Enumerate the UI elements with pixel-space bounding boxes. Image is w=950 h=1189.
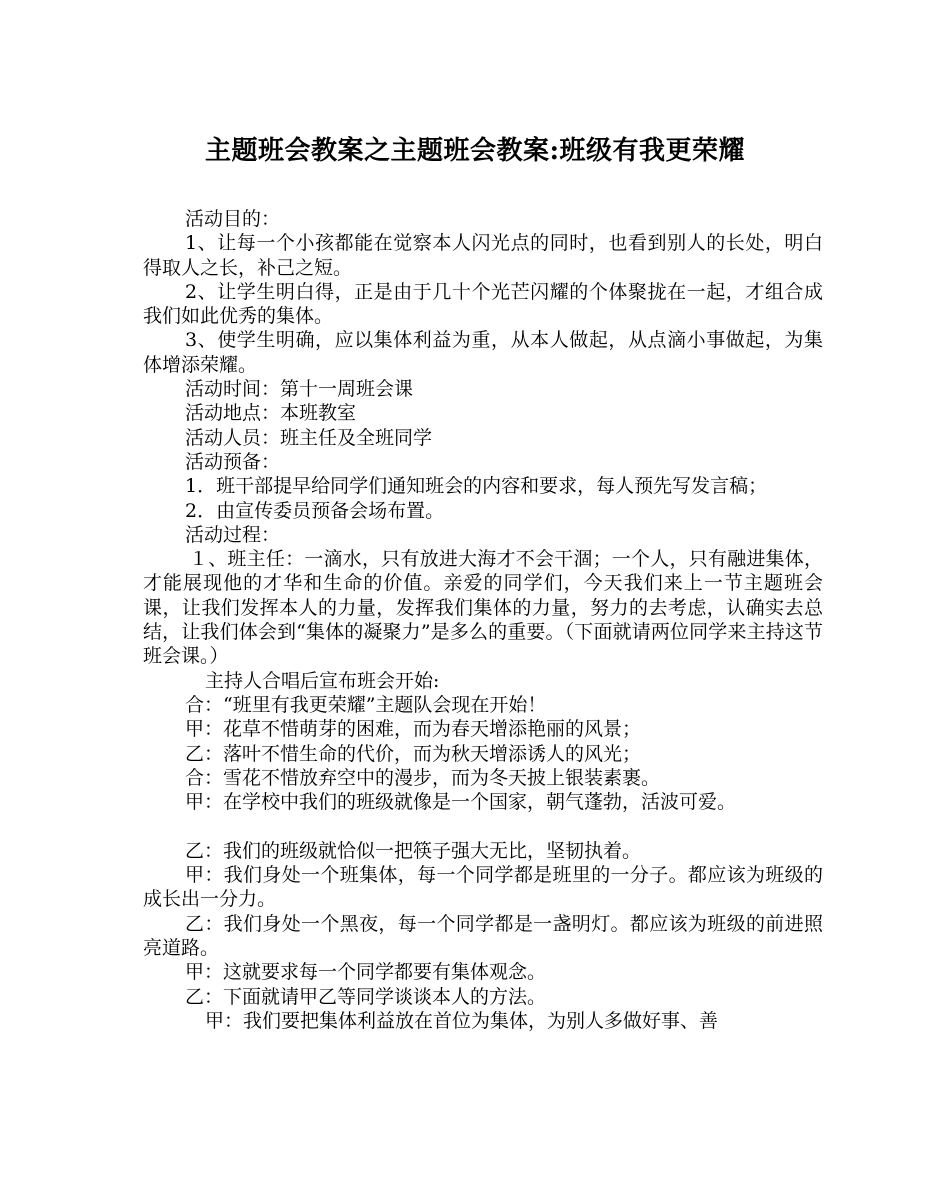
paragraph: 1、让每一个小孩都能在觉察本人闪光点的同时，也看到别人的长处，明白得取人之长，补己之短。 (143, 232, 823, 279)
paragraph: 合：雪花不惜放弃空中的漫步，而为冬天披上银装素裹。 (185, 766, 661, 789)
paragraph: 1．班干部提早给同学们通知班会的内容和要求，每人预先写发言稿； (185, 475, 768, 498)
paragraph: 活动地点：本班教室 (185, 402, 357, 425)
document-body (143, 207, 823, 1033)
paragraph: 活动时间：第十一周班会课 (185, 378, 414, 401)
paragraph: 乙：我们身处一个黑夜，每一个同学都是一盏明灯。都应该为班级的前进照亮道路。 (143, 912, 823, 959)
paragraph: 3、使学生明确，应以集体利益为重，从本人做起，从点滴小事做起，为集体增添荣耀。 (143, 329, 823, 376)
paragraph: 乙：我们的班级就恰似一把筷子强大无比，坚韧执着。 (185, 839, 642, 862)
paragraph: 甲：我们身处一个班集体，每一个同学都是班里的一分子。都应该为班级的成长出一分力。 (143, 864, 823, 911)
document-title: 主题班会教案之主题班会教案:班级有我更荣耀 (204, 136, 746, 166)
paragraph: 甲：花草不惜萌芽的困难，而为春天增添艳丽的风景； (185, 718, 642, 741)
paragraph: 主持人合唱后宣布班会开始: (205, 669, 440, 692)
paragraph: 活动目的： (185, 208, 281, 230)
paragraph: 2．由宣传委员预备会场布置。 (185, 499, 445, 522)
paragraph: 活动预备： (185, 450, 281, 473)
paragraph: 活动人员：班主任及全班同学 (185, 426, 433, 449)
paragraph: 活动过程： (185, 523, 281, 546)
paragraph: 乙：落叶不惜生命的代价，而为秋天增添诱人的风光； (185, 742, 642, 765)
paragraph: 2、让学生明白得，正是由于几十个光芒闪耀的个体聚拢在一起，才组合成我们如此优秀的集体。 (143, 280, 823, 328)
paragraph: 合：“班里有我更荣耀”主题队会现在开始！ (185, 693, 547, 716)
blank-line (143, 814, 823, 838)
paragraph: 甲：我们要把集体利益放在首位为集体，为别人多做好事、善 (205, 1009, 719, 1032)
paragraph: １、班主任：一滴水，只有放进大海才不会干涸；一个人，只有融进集体，才能展现他的才华和生命的价值。亲爱的同学们，今天我们来上一节主题班会课，让我们发挥本人的力量，发挥我们集体的力量，努力的去考虑，认确实去总结，让我们体会到“集体的凝聚力”是多么的重要。（下面就请两位同学来主持这节班会课。） (143, 548, 823, 668)
paragraph: 乙：下面就请甲乙等同学谈谈本人的方法。 (185, 985, 547, 1008)
paragraph: 甲：在学校中我们的班级就像是一个国家，朝气蓬勃，活波可爱。 (185, 791, 737, 814)
paragraph: 甲：这就要求每一个同学都要有集体观念。 (185, 961, 547, 984)
